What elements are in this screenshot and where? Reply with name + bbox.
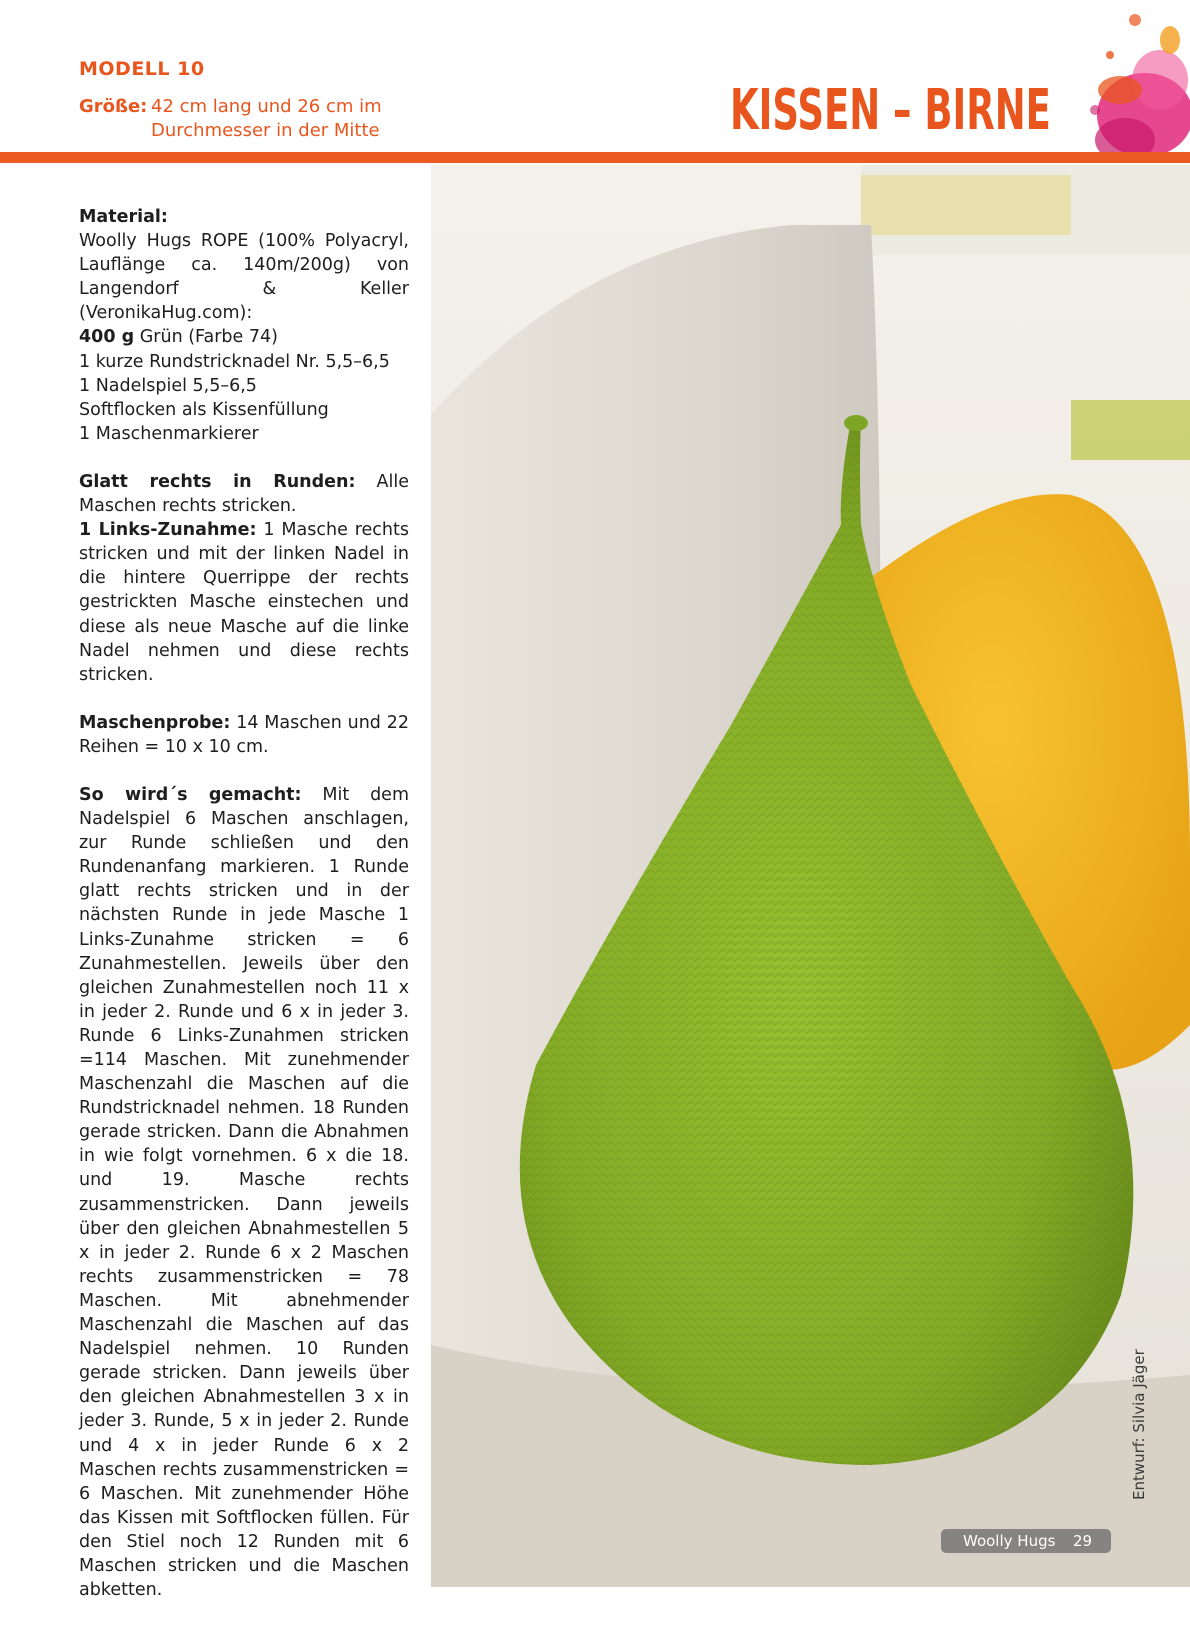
model-label: MODELL 10	[79, 58, 205, 80]
footer-page-badge	[941, 1529, 1111, 1553]
material-amount: 400 g	[79, 327, 135, 348]
header-rule	[0, 152, 1190, 163]
yellow-decor-blur	[861, 175, 1071, 235]
material-marker: 1 Maschenmarkierer	[79, 423, 259, 444]
pear-stem-tip	[844, 415, 868, 431]
maschenprobe-section	[79, 711, 409, 759]
design-credit: Entwurf: Silvia Jäger	[1130, 1349, 1148, 1500]
maschenprobe-text: 14 Maschen und 22 Reihen = 10 x 10 cm.	[79, 712, 409, 757]
size-info	[79, 95, 411, 143]
footer-brand: Woolly Hugs	[963, 1532, 1056, 1550]
material-needle-circular: 1 kurze Rundstricknadel Nr. 5,5–6,5	[79, 351, 390, 372]
size-label: Größe:	[79, 96, 148, 117]
material-heading: Material:	[79, 207, 168, 227]
glatt-section	[79, 470, 409, 518]
green-object-blur	[1071, 400, 1190, 460]
material-needle-set: 1 Nadelspiel 5,5–6,5	[79, 375, 257, 396]
size-value-line2: Durchmesser in der Mitte	[151, 120, 380, 141]
links-zunahme-heading: 1 Links-Zunahme:	[79, 520, 257, 541]
material-color: Grün (Farbe 74)	[134, 327, 278, 348]
pear-pillow-photo	[431, 165, 1190, 1587]
instructions-column	[79, 205, 409, 1626]
maschenprobe-heading: Maschenprobe:	[79, 712, 231, 733]
footer-page-number: 29	[1073, 1532, 1093, 1550]
instructions-section	[79, 783, 409, 1602]
links-zunahme-section	[79, 518, 409, 687]
size-value	[151, 95, 411, 143]
glatt-heading: Glatt rechts in Runden:	[79, 471, 356, 492]
glatt-text: Alle Maschen rechts stricken.	[79, 471, 410, 517]
size-value-line1: 42 cm lang und 26 cm im	[151, 96, 382, 117]
material-yarn: Woolly Hugs ROPE (100% Polyacryl, Lauflänge ca. 140m/200g) von Langendorf & Keller (VeronikaHug.com):	[79, 231, 409, 324]
page-title: KISSEN – BIRNE	[730, 78, 1051, 143]
material-filling: Softflocken als Kissenfüllung	[79, 399, 329, 420]
instructions-heading: So wird´s gemacht:	[79, 784, 302, 805]
instructions-text: Mit dem Nadelspiel 6 Maschen anschlagen, zur Runde schließen und den Rundenanfang markieren. 1 Runde glatt rechts stricken und in der nächsten Runde in jede Masche 1 Links-Zunahme stricken = 6 Zunahmestellen. Jeweils über den gleichen Zunahmestellen noch 11 x in jeder 2. Runde und 6 x in jeder 3. Runde 6 Links-Zunahmen stricken =114 Maschen. Mit zunehmender Maschenzahl die Maschen auf die Rundstricknadel nehmen. 18 Runden gerade stricken. Dann die Abnahmen in wie folgt vornehmen. 6 x die 18. und 19. Masche rechts zusammenstricken. Dann jeweils über den gleichen Abnahmestellen 5 x in jeder 2. Runde 6 x 2 Maschen rechts zusammenstricken = 78 Maschen. Mit abnehmender Maschenzahl die Maschen auf das Nadelspiel nehmen. 10 Runden gerade stricken. Dann jeweils über den gleichen Abnahmestellen 3 x in jeder 3. Runde, 5 x in jeder 2. Runde und 4 x in jeder Runde 6 x 2 Maschen rechts zusammenstricken = 6 Maschen. Mit zunehmender Höhe das Kissen mit Softflocken füllen. Für den Stiel noch 12 Runden mit 6 Maschen stricken und die Maschen abketten.	[79, 784, 409, 1601]
material-section	[79, 205, 409, 446]
links-zunahme-text: 1 Masche rechts stricken und mit der linken Nadel in die hintere Querrippe der rechts gestrickten Masche einstechen und diese als neue Masche auf die linke Nadel nehmen und diese rechts stricken.	[79, 520, 409, 685]
